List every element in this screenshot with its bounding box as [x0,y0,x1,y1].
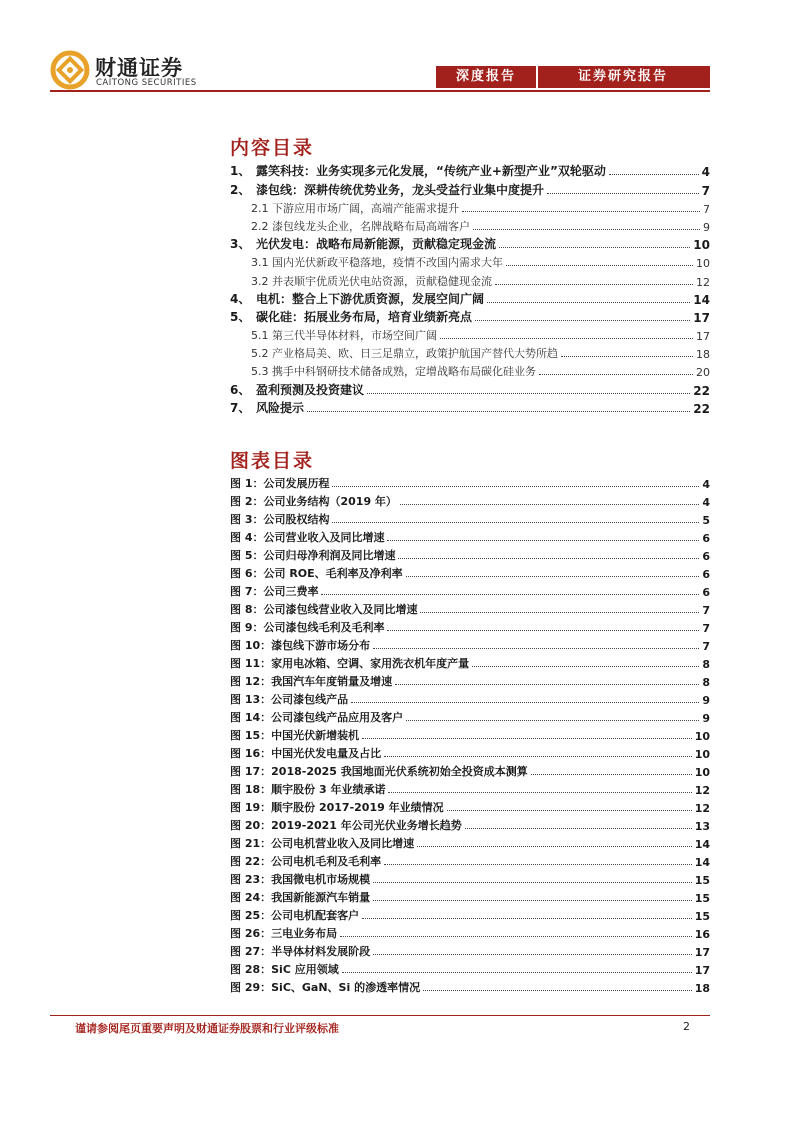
figure-label: 图 16：中国光伏发电量及占比 [230,747,382,760]
figure-item[interactable] [230,887,710,905]
dot-leader [539,374,693,375]
figure-label: 图 28：SiC 应用领域 [230,963,339,976]
figure-item[interactable] [230,833,710,851]
figure-page: 12 [694,802,710,815]
figure-page: 13 [694,820,710,833]
figure-label: 图 27：半导体材料发展阶段 [230,945,371,958]
dot-leader [473,229,700,230]
caitong-logo-icon [50,50,90,90]
figure-item[interactable] [230,563,710,581]
figure-page: 7 [702,622,710,635]
figure-page: 10 [694,748,710,761]
figure-page: 10 [694,730,710,743]
toc-title: 内容目录 [230,137,315,159]
figures-title: 图表目录 [230,450,315,472]
figure-item[interactable] [230,473,710,491]
figure-item[interactable] [230,617,710,635]
dot-leader [423,990,692,991]
figure-page: 6 [702,550,710,563]
figure-label: 图 13：公司漆包线产品 [230,693,349,706]
toc-subitem-page: 18 [696,348,710,361]
figure-label: 图 29：SiC、GaN、Si 的渗透率情况 [230,981,421,994]
figure-label: 图 25：公司电机配套客户 [230,909,360,922]
figure-page: 8 [702,658,710,671]
dot-leader [373,648,699,649]
dot-leader [609,174,699,175]
toc-subitem-label: 5.1 第三代半导体材料，市场空间广阔 [251,329,437,342]
figure-item[interactable] [230,905,710,923]
toc-item-label: 光伏发电：战略布局新能源，贡献稳定现金流 [256,237,497,251]
toc-subitem[interactable] [251,198,710,216]
toc-item-label: 漆包线：深耕传统优势业务，龙头受益行业集中度提升 [256,183,545,197]
dot-leader [475,320,690,321]
dot-leader [395,684,699,685]
figure-label: 图 22：公司电机毛利及毛利率 [230,855,382,868]
toc-item-number: 7、 [230,401,251,415]
figure-item[interactable] [230,653,710,671]
figure-label: 图 26：三电业务布局 [230,927,338,940]
toc-subitem-label: 5.2 产业格局美、欧、日三足鼎立，政策护航国产替代大势所趋 [251,347,558,360]
figure-label: 图 8：公司漆包线营业收入及同比增速 [230,603,418,616]
figure-page: 9 [702,712,710,725]
figure-item[interactable] [230,707,710,725]
dot-leader [531,774,692,775]
figure-label: 图 24：我国新能源汽车销量 [230,891,371,904]
figure-page: 10 [694,766,710,779]
figure-label: 图 12：我国汽车年度销量及增速 [230,675,393,688]
page-number: 2 [683,1020,690,1033]
toc-subitem-page: 10 [696,257,710,270]
dot-leader [373,954,692,955]
figure-label: 图 1：公司发展历程 [230,477,330,490]
toc-subitem[interactable] [251,343,710,361]
toc-subitem-page: 7 [703,203,710,216]
figure-item[interactable] [230,923,710,941]
toc-item-label: 风险提示 [256,401,305,415]
toc-item-page: 14 [693,293,710,307]
dot-leader [440,338,693,339]
dot-leader [447,810,692,811]
dot-leader [332,522,699,523]
toc-subitem-label: 2.2 漆包线龙头企业，名牌战略布局高端客户 [251,220,470,233]
dot-leader [307,411,690,412]
toc-subitem-label: 3.1 国内光伏新政平稳落地，疫情不改国内需求大年 [251,256,503,269]
figure-label: 图 21：公司电机营业收入及同比增速 [230,837,415,850]
dot-leader [499,247,690,248]
toc-item-page: 22 [693,402,710,416]
toc-item[interactable] [230,234,710,252]
company-logo [50,50,220,90]
figure-item[interactable] [230,977,710,995]
figure-page: 15 [694,892,710,905]
figure-label: 图 3：公司股权结构 [230,513,330,526]
figure-page: 16 [694,928,710,941]
dot-leader [351,702,699,703]
toc-item-page: 4 [701,165,710,179]
figure-item[interactable] [230,959,710,977]
toc-item[interactable] [230,380,710,398]
toc-item[interactable] [230,180,710,198]
dot-leader [387,630,699,631]
toc-subitem[interactable] [251,361,710,379]
figure-label: 图 4：公司营业收入及同比增速 [230,531,385,544]
toc-item[interactable] [230,161,710,179]
figure-page: 14 [694,838,710,851]
figure-item[interactable] [230,743,710,761]
dot-leader [398,558,699,559]
figure-page: 6 [702,586,710,599]
toc-item-label: 碳化硅：拓展业务布局，培育业绩新亮点 [256,310,473,324]
toc-item[interactable] [230,289,710,307]
deep-report-tag: 深度报告 [455,69,516,84]
figure-item[interactable] [230,815,710,833]
figure-label: 图 6：公司 ROE、毛利率及净利率 [230,567,403,580]
logo-chinese-name: 财通证券 [95,56,183,80]
figure-item[interactable] [230,941,710,959]
dot-leader [417,846,692,847]
dot-leader [321,594,699,595]
dot-leader [373,900,692,901]
figure-label: 图 14：公司漆包线产品应用及客户 [230,711,404,724]
footer-disclaimer: 谨请参阅尾页重要声明及财通证券股票和行业评级标准 [75,1022,339,1035]
figure-item[interactable] [230,599,710,617]
report-type-bar [436,66,710,88]
dot-leader [400,504,699,505]
figure-item[interactable] [230,527,710,545]
figure-page: 6 [702,532,710,545]
figure-page: 4 [702,478,710,491]
dot-leader [342,972,692,973]
toc-item-page: 10 [693,238,710,252]
figure-page: 15 [694,910,710,923]
toc-item[interactable] [230,307,710,325]
dot-leader [465,828,692,829]
dot-leader [373,882,692,883]
toc-subitem-label: 2.1 下游应用市场广阔，高端产能需求提升 [251,202,459,215]
toc-subitem-page: 9 [703,221,710,234]
figure-label: 图 20：2019-2021 年公司光伏业务增长趋势 [230,819,462,832]
toc-subitem[interactable] [251,325,710,343]
toc-item-number: 3、 [230,237,251,251]
figure-item[interactable] [230,797,710,815]
dot-leader [561,356,693,357]
figure-page: 5 [702,514,710,527]
figure-item[interactable] [230,851,710,869]
figure-item[interactable] [230,509,710,527]
dot-leader [384,756,692,757]
figure-label: 图 15：中国光伏新增装机 [230,729,360,742]
toc-subitem[interactable] [251,271,710,289]
footer-divider [50,1015,710,1016]
figure-label: 图 17：2018-2025 我国地面光伏系统初始全投资成本测算 [230,765,528,778]
dot-leader [362,918,692,919]
dot-leader [506,265,693,266]
dot-leader [406,720,699,721]
dot-leader [406,576,700,577]
figure-item[interactable] [230,545,710,563]
figure-page: 8 [702,676,710,689]
dot-leader [495,284,693,285]
figure-item[interactable] [230,761,710,779]
toc-item-page: 22 [693,384,710,398]
toc-subitem-page: 17 [696,330,710,343]
toc-item-label: 盈利预测及投资建议 [256,383,365,397]
figure-item[interactable] [230,869,710,887]
header-divider [50,90,710,92]
dot-leader [362,738,692,739]
toc-subitem-page: 12 [696,276,710,289]
figure-label: 图 7：公司三费率 [230,585,319,598]
dot-leader [420,612,699,613]
figure-label: 图 10：漆包线下游市场分布 [230,639,371,652]
figure-page: 17 [694,946,710,959]
figure-page: 4 [702,496,710,509]
toc-subitem-label: 3.2 并表顺宇优质光伏电站资源，贡献稳健现金流 [251,275,492,288]
figure-label: 图 23：我国微电机市场规模 [230,873,371,886]
toc-item-page: 7 [701,184,710,198]
dot-leader [340,936,692,937]
figure-item[interactable] [230,725,710,743]
figure-page: 12 [694,784,710,797]
figure-item[interactable] [230,689,710,707]
figure-label: 图 18：顺宇股份 3 年业绩承诺 [230,783,386,796]
figure-item[interactable] [230,671,710,689]
figure-label: 图 5：公司归母净利润及同比增速 [230,549,396,562]
figure-page: 17 [694,964,710,977]
figure-label: 图 19：顺宇股份 2017-2019 年业绩情况 [230,801,444,814]
figure-label: 图 9：公司漆包线毛利及毛利率 [230,621,385,634]
toc-item-number: 5、 [230,310,251,324]
dot-leader [332,486,699,487]
figure-label: 图 11：家用电冰箱、空调、家用洗衣机年度产量 [230,657,470,670]
figure-page: 15 [694,874,710,887]
figure-item[interactable] [230,635,710,653]
toc-item[interactable] [230,398,710,416]
dot-leader [384,864,692,865]
toc-subitem-page: 20 [696,366,710,379]
figure-page: 18 [694,982,710,995]
dot-leader [487,302,690,303]
toc-subitem[interactable] [251,216,710,234]
dot-leader [547,193,699,194]
dot-leader [387,540,699,541]
toc-item-label: 露笑科技：业务实现多元化发展，“传统产业+新型产业”双轮驱动 [256,164,606,178]
toc-item-number: 1、 [230,164,251,178]
figure-label: 图 2：公司业务结构（2019 年） [230,495,397,508]
securities-research-tag: 证券研究报告 [577,69,668,84]
dot-leader [367,393,690,394]
toc-item-page: 17 [693,311,710,325]
toc-item-number: 2、 [230,183,251,197]
figure-item[interactable] [230,491,710,509]
toc-subitem[interactable] [251,252,710,270]
figure-page: 9 [702,694,710,707]
toc-subitem-label: 5.3 携手中科钢研技术储备成熟，定增战略布局碳化硅业务 [251,365,536,378]
figure-page: 7 [702,640,710,653]
dot-leader [462,211,700,212]
figure-item[interactable] [230,581,710,599]
toc-item-number: 4、 [230,292,251,306]
dot-leader [472,666,699,667]
logo-english-name: CAITONG SECURITIES [96,78,197,88]
figure-page: 7 [702,604,710,617]
toc-item-label: 电机：整合上下游优质资源，发展空间广阔 [256,292,485,306]
figure-item[interactable] [230,779,710,797]
figure-page: 6 [702,568,710,581]
figure-page: 14 [694,856,710,869]
toc-item-number: 6、 [230,383,251,397]
dot-leader [388,792,691,793]
